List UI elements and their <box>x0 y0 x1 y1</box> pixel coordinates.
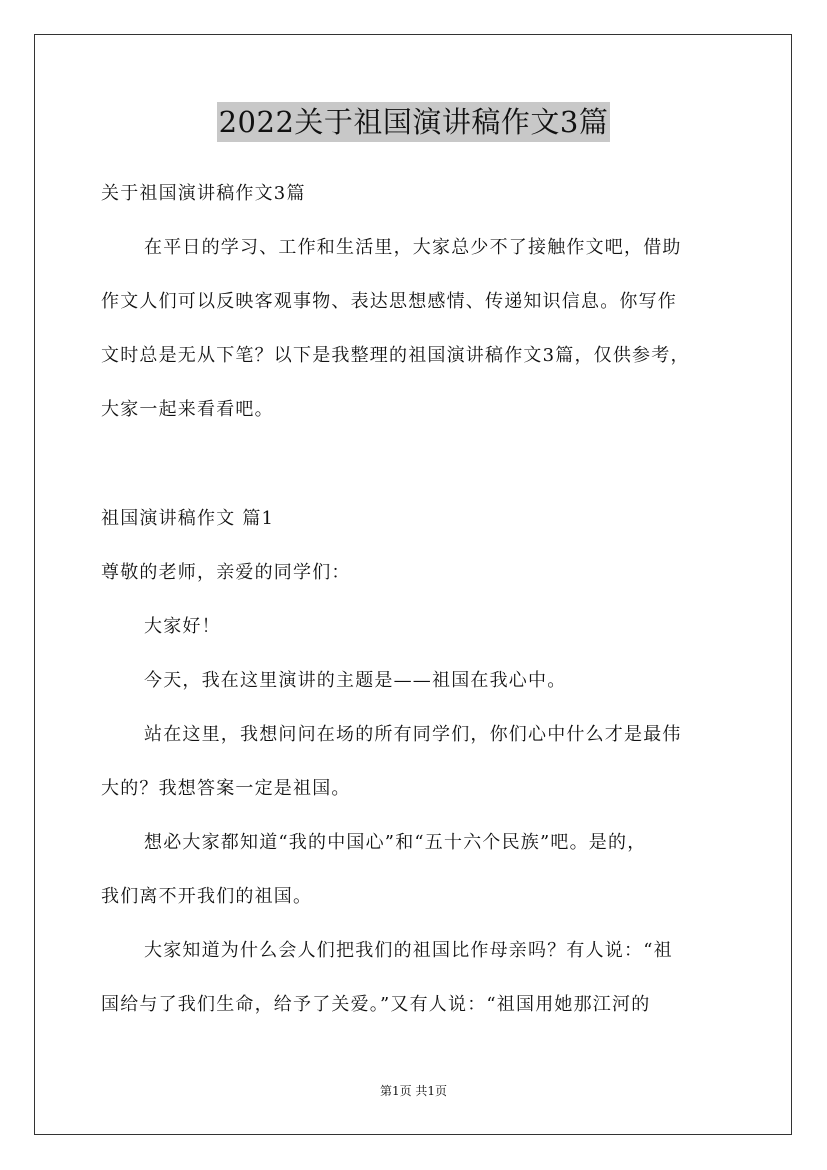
section-heading: 祖国演讲稿作文 篇1 <box>101 508 275 529</box>
paragraph-line: 作文人们可以反映客观事物、表达思想感情、传递知识信息。你写作 <box>101 291 677 312</box>
paragraph-line: 大家一起来看看吧。 <box>101 399 274 420</box>
paragraph-line: 大家知道为什么会人们把我们的祖国比作母亲吗？有人说：“祖 <box>144 940 673 961</box>
salutation-line: 尊敬的老师，亲爱的同学们： <box>101 562 351 583</box>
paragraph-line: 想必大家都知道“我的中国心”和“五十六个民族”吧。是的， <box>144 832 647 853</box>
title-container <box>0 102 827 142</box>
paragraph-line: 文时总是无从下笔？以下是我整理的祖国演讲稿作文3篇，仅供参考， <box>101 345 690 366</box>
page-footer: 第1页 共1页 <box>379 1084 448 1098</box>
document-title: 2022关于祖国演讲稿作文3篇 <box>217 102 611 142</box>
paragraph-line: 在平日的学习、工作和生活里，大家总少不了接触作文吧，借助 <box>144 237 682 258</box>
greeting-line: 大家好！ <box>144 616 221 637</box>
subtitle-line: 关于祖国演讲稿作文3篇 <box>101 183 306 204</box>
paragraph-line: 今天，我在这里演讲的主题是——祖国在我心中。 <box>144 670 567 691</box>
paragraph-line: 大的？我想答案一定是祖国。 <box>101 778 351 799</box>
paragraph-line: 国给与了我们生命，给予了关爱。”又有人说：“祖国用她那江河的 <box>101 994 651 1015</box>
paragraph-line: 站在这里，我想问问在场的所有同学们，你们心中什么才是最伟 <box>144 724 682 745</box>
paragraph-line: 我们离不开我们的祖国。 <box>101 886 313 907</box>
